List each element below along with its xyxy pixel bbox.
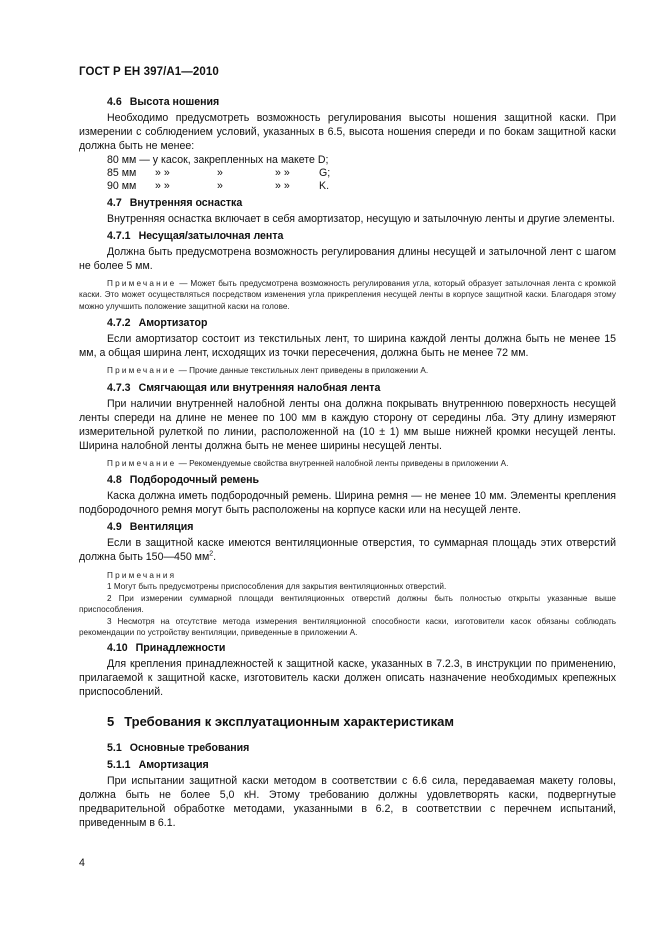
- section-number: 5.1.1: [107, 759, 131, 772]
- ditto-marks: »: [217, 180, 223, 192]
- note-4-7-3: [79, 458, 616, 469]
- section-4-7-3-paragraph: При наличии внутренней налобной ленты она должна покрывать внутреннюю поверхность несущей ленты спереди на длине не менее по 100 мм в каждую сторону от середины лба. Эту длину измеряют измерительной рулеткой по линии, расположенной на (10 ± 1) мм выше нижней кромки несущей ленты. Ширина налобной ленты должна быть не менее ширины несущей ленты.: [79, 397, 616, 452]
- section-4-7-3-heading: [107, 381, 616, 395]
- height-value: 90 мм: [107, 180, 137, 192]
- section-5-1-1-paragraph: При испытании защитной каски методом в соответствии с 6.6 сила, передаваемая макету головы, должна быть не более 5,0 кН. Этому требованию должны удовлетворять каски, подвергнутые предварительной обработке методами, указанными в 6.2, в соответствии с перечнем испытаний, приведенным в 6.1.: [79, 775, 616, 830]
- ditto-marks: » »: [155, 180, 170, 192]
- section-title: Внутренняя оснастка: [129, 197, 243, 209]
- section-4-6-heading: [107, 95, 616, 109]
- section-5-1-1-heading: [107, 758, 616, 772]
- section-4-7-heading: [107, 196, 616, 210]
- note-text: — Прочие данные текстильных лент приведены в приложении А.: [176, 366, 429, 376]
- section-number: 4.7.2: [107, 317, 131, 330]
- section-4-8-heading: [107, 473, 616, 487]
- document-header: ГОСТ Р ЕН 397/А1—2010: [79, 66, 219, 78]
- section-title: Высота ношения: [129, 96, 220, 108]
- note-label: Примечание: [107, 279, 177, 288]
- section-title: Вентиляция: [129, 521, 194, 534]
- section-4-6-paragraph: Необходимо предусмотреть возможность регулирования высоты ношения защитной каски. При измерении с соблюдением условий, указанных в 6.5, высота ношения спереди и по бокам защитной каски должна быть не менее:: [79, 112, 616, 152]
- note-text: — Может быть предусмотрена возможность регулирования угла, который образует затылочная лента с кромкой каски. Это может осуществляться посредством изменения угла прикрепления несущей ленты в корпусе защитной каски. Благодаря этому можно улучшить положение защитной каски на голове.: [79, 279, 616, 311]
- note-item-2: 2 При измерении суммарной площади вентиляционных отверстий должны быть полностью открыты указанные выше приспособления.: [79, 593, 616, 615]
- section-number: 4.8: [107, 474, 122, 487]
- height-line-d: 80 мм — у касок, закрепленных на макете D;: [107, 154, 329, 166]
- height-row-g: [107, 167, 330, 180]
- section-number: 4.6: [107, 96, 122, 108]
- section-4-7-paragraph: Внутренняя оснастка включает в себя амортизатор, несущую и затылочную ленты и другие элементы.: [107, 213, 615, 225]
- page-number: 4: [79, 857, 85, 869]
- section-title: Смягчающая или внутренняя налобная лента: [138, 381, 381, 394]
- section-title: Амортизация: [138, 759, 209, 772]
- height-value: 85 мм: [107, 167, 137, 179]
- section-title: Амортизатор: [138, 317, 208, 330]
- ditto-marks: » »: [275, 167, 290, 179]
- note-item-3: 3 Несмотря на отсутствие метода измерения вентиляционной способности каски, изготовители касок обязаны соблюдать рекомендации по устройству вентиляции, приведенные в приложении А.: [79, 616, 616, 638]
- chapter-5-heading: [107, 715, 616, 729]
- section-4-7-1-paragraph: Должна быть предусмотрена возможность регулирования длины несущей и затылочной лент с шагом не более 5 мм.: [79, 246, 616, 272]
- section-4-9-paragraph: [79, 536, 616, 564]
- ditto-marks: » »: [275, 180, 290, 192]
- section-title: Несущая/затылочная лента: [138, 230, 284, 242]
- notes-4-9: [79, 570, 616, 638]
- notes-title: Примечания: [107, 571, 177, 581]
- section-number: 4.7.3: [107, 381, 131, 394]
- section-number: 4.9: [107, 521, 122, 534]
- section-title: Подбородочный ремень: [129, 474, 260, 487]
- note-label: Примечание: [107, 458, 177, 468]
- document-body: [79, 92, 616, 830]
- note-item-1: 1 Могут быть предусмотрены приспособления для закрытия вентиляционных отверстий.: [107, 582, 447, 592]
- ditto-marks: » »: [155, 167, 170, 179]
- height-table: [107, 167, 330, 193]
- height-row-k: [107, 180, 330, 193]
- section-number: 4.10: [107, 642, 128, 655]
- section-title: Основные требования: [129, 742, 250, 755]
- section-number: 4.7.1: [107, 230, 131, 242]
- section-number: 5.1: [107, 742, 122, 755]
- section-4-7-1-heading: [107, 229, 616, 243]
- note-4-7-2: [79, 365, 616, 376]
- headform-letter: G;: [319, 167, 331, 179]
- paragraph-end: .: [213, 551, 217, 564]
- chapter-title: Требования к эксплуатационным характеристикам: [124, 714, 454, 730]
- section-4-10-paragraph: Для крепления принадлежностей к защитной каске, указанных в 7.2.3, в инструкции по применению, прилагаемой к защитной каске, изготовитель каски должен описать назначение необходимых крепежных приспособлений.: [79, 658, 616, 699]
- section-title: Принадлежности: [135, 642, 226, 655]
- note-4-7-1: [79, 278, 616, 312]
- section-5-1-heading: [107, 741, 616, 755]
- section-number: 4.7: [107, 197, 122, 209]
- headform-letter: K.: [319, 180, 330, 192]
- chapter-number: 5: [107, 714, 115, 730]
- section-4-9-heading: [107, 520, 616, 534]
- section-4-7-2-heading: [107, 316, 616, 330]
- paragraph-text: Если в защитной каске имеются вентиляционные отверстия, то суммарная площадь этих отверстий должна быть 150—450 мм: [79, 537, 616, 564]
- ditto-marks: »: [217, 167, 223, 179]
- section-4-8-paragraph: Каска должна иметь подбородочный ремень. Ширина ремня — не менее 10 мм. Элементы крепления подбородочного ремня могут быть расположены на корпусе каски или на несущей ленте.: [79, 490, 616, 517]
- note-text: — Рекомендуемые свойства внутренней налобной ленты приведены в приложении А.: [176, 458, 509, 468]
- superscript: 2: [209, 550, 214, 558]
- note-label: Примечание: [107, 366, 177, 376]
- section-4-10-heading: [107, 641, 616, 655]
- section-4-7-2-paragraph: Если амортизатор состоит из текстильных лент, то ширина каждой ленты должна быть не менее 15 мм, а общая ширина лент, исходящих из точки пересечения, должна быть не менее 72 мм.: [79, 333, 616, 360]
